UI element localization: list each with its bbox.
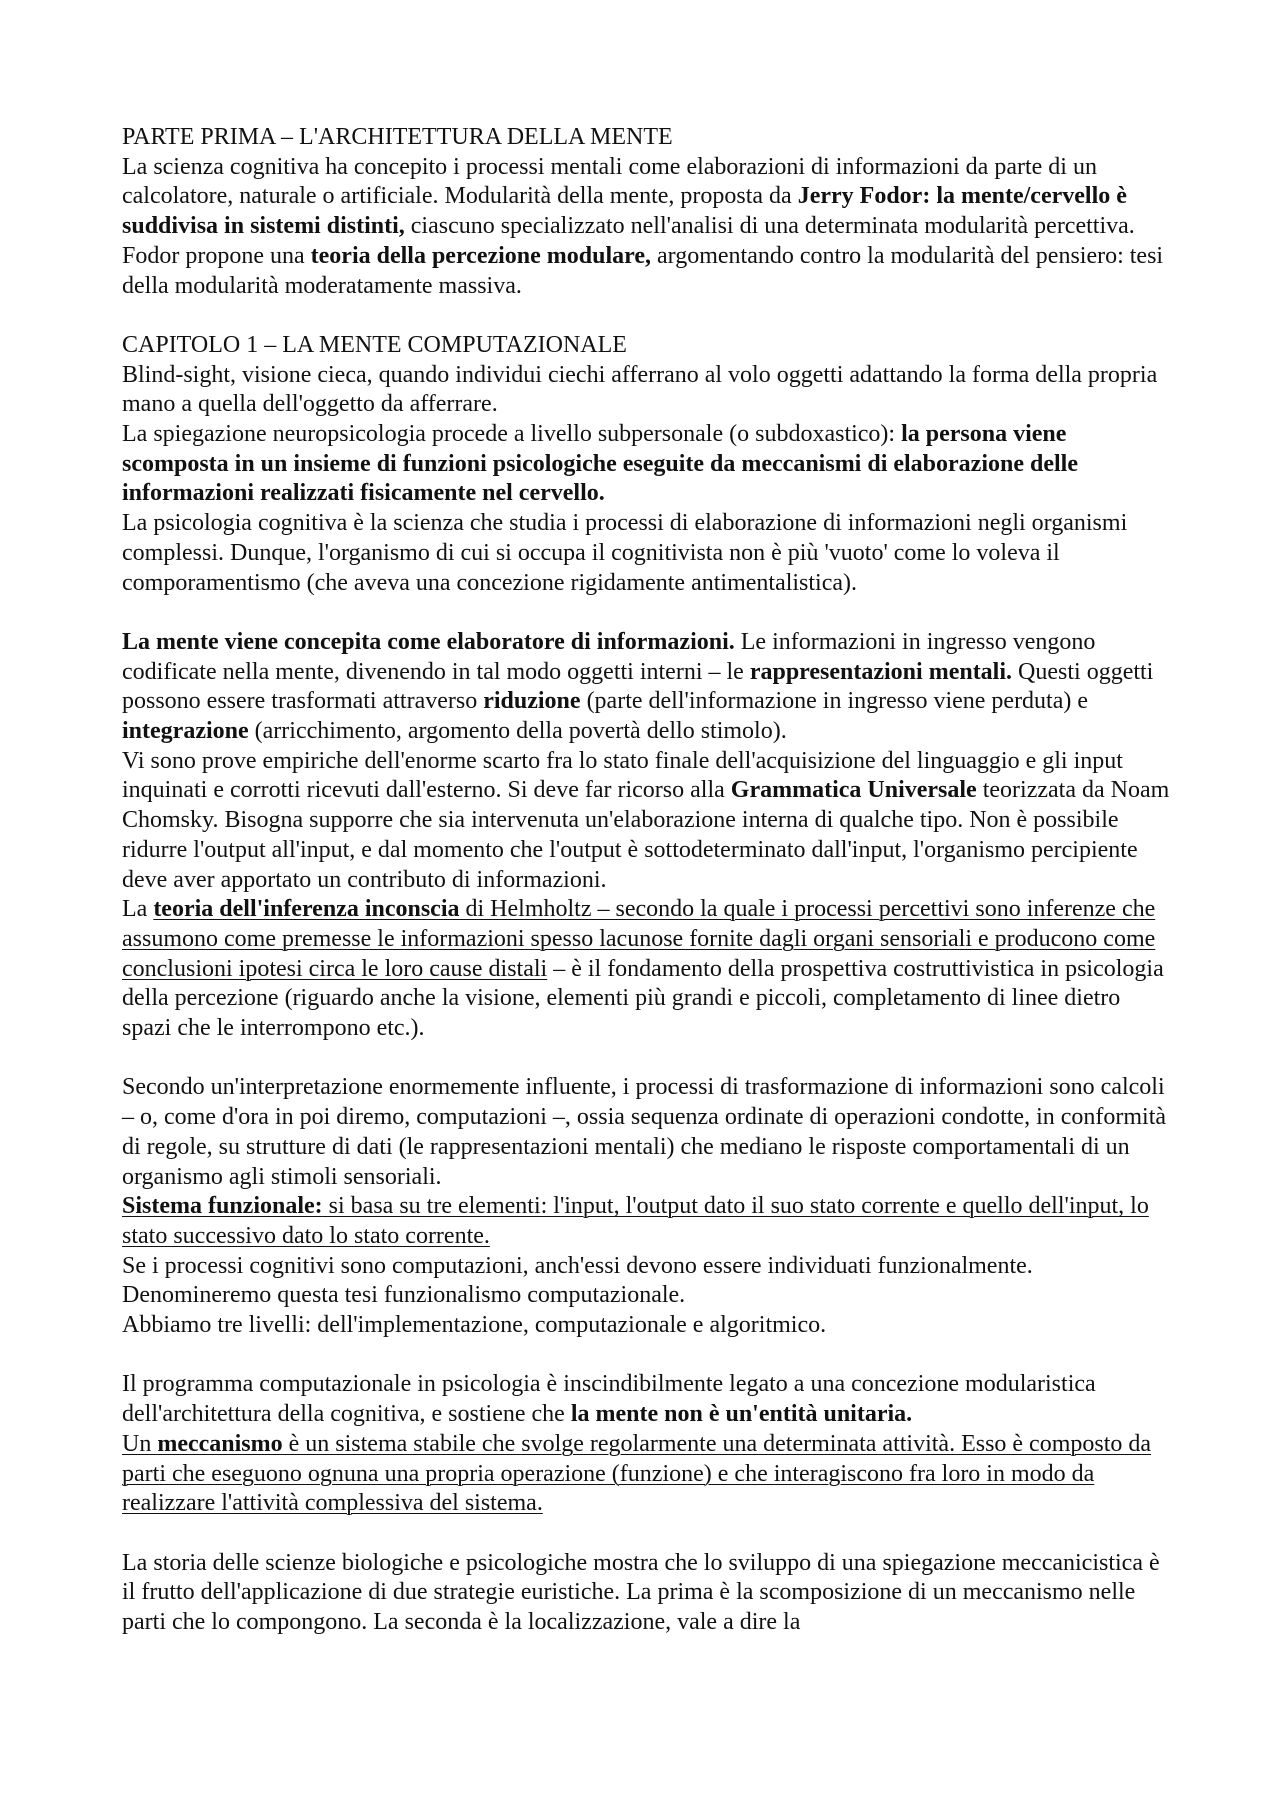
functionalism-line-2: Denomineremo questa tesi funzionalismo computazionale. bbox=[122, 1282, 686, 1309]
history-paragraph: La storia delle scienze biologiche e psicologiche mostra che lo sviluppo di una spiegazione meccanicistica è il frutto dell'applicazione di due strategie euristiche. La prima è la scomposizione di un meccanismo nelle parti che lo compongono. La seconda è la localizzazione, vale a dire la bbox=[122, 1549, 1160, 1636]
mind-text-3: (parte dell'informazione in ingresso viene perduta) e bbox=[580, 688, 1089, 715]
mechanism-bold-underlined: meccanismo bbox=[157, 1430, 283, 1457]
intro-text-2: ciascuno specializzato nell'analisi di una determinata modularità percettiva. Fodor propone una bbox=[122, 213, 1135, 269]
neuro-paragraph bbox=[122, 420, 1172, 509]
neuro-bold-1: la persona viene scomposta in un insieme di funzioni psicologiche eseguite da meccanismi di elaborazione delle informazioni realizzati fisicamente nel cervello. bbox=[122, 421, 1078, 507]
neuro-text-1: La spiegazione neuropsicologia procede a livello subpersonale (o subdoxastico): bbox=[122, 421, 902, 448]
intro-bold-2: teoria della percezione modulare, bbox=[310, 242, 652, 269]
mind-paragraph bbox=[122, 628, 1172, 747]
paragraph-gap bbox=[122, 598, 1172, 628]
mind-bold-4: integrazione bbox=[122, 718, 249, 745]
helmholtz-underlined: di Helmholtz – secondo la quale i processi percettivi sono inferenze che assumono come premesse le informazioni spesso lacunose fornite dagli organi sensoriali e producono come conclusioni ipotesi circa le loro cause distali bbox=[122, 896, 1156, 982]
chomsky-text-2: teorizzata da Noam Chomsky. Bisogna supporre che sia intervenuta un'elaborazione interna di qualche tipo. Non è possibile ridurre l'output all'input, e dal momento che l'output è sottodeterminato dall'input, l'organismo percipiente deve aver apportato un contributo di informazioni. bbox=[122, 777, 1170, 893]
cognitive-paragraph: La psicologia cognitiva è la scienza che studia i processi di elaborazione di informazioni negli organismi complessi. Dunque, l'organismo di cui si occupa il cognitivista non è più 'vuoto' come lo voleva il comporamentismo (che aveva una concezione rigidamente antimentalistica). bbox=[122, 510, 1128, 596]
intro-bold-1: Jerry Fodor: la mente/cervello è suddivisa in sistemi distinti, bbox=[122, 183, 1127, 240]
paragraph-gap bbox=[122, 1341, 1172, 1371]
part-heading: PARTE PRIMA – L'ARCHITETTURA DELLA MENTE bbox=[122, 124, 673, 150]
blindsight-paragraph: Blind-sight, visione cieca, quando individui ciechi afferrano al volo oggetti adattando la forma della propria mano a quella dell'oggetto da afferrare. bbox=[122, 361, 1158, 418]
helmholtz-text-1: La bbox=[122, 896, 154, 923]
system-underlined: si basa su tre elementi: l'input, l'output dato il suo stato corrente e quello dell'input, lo stato successivo dato lo stato corrente. bbox=[122, 1193, 1149, 1249]
mechanism-paragraph bbox=[122, 1430, 1172, 1519]
mind-text-1: Le informazioni in ingresso vengono codificate nella mente, divenendo in tal modo oggetti interni – le bbox=[122, 628, 1096, 685]
system-paragraph bbox=[122, 1192, 1172, 1251]
paragraph-gap bbox=[122, 301, 1172, 331]
paragraph-gap bbox=[122, 1044, 1172, 1074]
intro-text-3: argomentando contro la modularità del pensiero: tesi della modularità moderatamente massiva. bbox=[122, 242, 1164, 299]
mind-bold-3: riduzione bbox=[483, 688, 581, 715]
mind-text-2: Questi oggetti possono essere trasformati attraverso bbox=[122, 658, 1154, 715]
mechanism-underlined-2: è un sistema stabile che svolge regolarmente una determinata attività. Esso è composto da parti che eseguono ognuna una propria operazione (funzione) e che interagiscono fra loro in modo da realizzare l'attività complessiva del sistema. bbox=[122, 1430, 1152, 1517]
mind-bold-1: La mente viene concepita come elaboratore di informazioni. bbox=[122, 628, 735, 655]
program-text-1: Il programma computazionale in psicologia è inscindibilmente legato a una concezione modularistica dell'architettura della cognitiva, e sostiene che bbox=[122, 1371, 1096, 1428]
program-paragraph bbox=[122, 1370, 1172, 1429]
intro-paragraph bbox=[122, 153, 1172, 302]
helmholtz-bold-underlined: teoria dell'inferenza inconscia bbox=[153, 896, 460, 923]
chapter-heading: CAPITOLO 1 – LA MENTE COMPUTAZIONALE bbox=[122, 331, 627, 358]
levels-line: Abbiamo tre livelli: dell'implementazione, computazionale e algoritmico. bbox=[122, 1312, 827, 1339]
mind-text-4: (arricchimento, argomento della povertà dello stimolo). bbox=[248, 718, 787, 745]
helmholtz-paragraph bbox=[122, 895, 1172, 1044]
chomsky-paragraph bbox=[122, 747, 1172, 896]
chomsky-bold-1: Grammatica Universale bbox=[730, 777, 977, 804]
mechanism-underlined-1: Un bbox=[122, 1430, 158, 1457]
intro-text-1: La scienza cognitiva ha concepito i processi mentali come elaborazioni di informazioni da parte di un calcolatore, naturale o artificiale. Modularità della mente, proposta da bbox=[122, 153, 1097, 210]
document-page bbox=[122, 123, 1172, 1638]
mind-bold-2: rappresentazioni mentali. bbox=[749, 658, 1013, 685]
paragraph-gap bbox=[122, 1519, 1172, 1549]
chomsky-text-1: Vi sono prove empiriche dell'enorme scarto fra lo stato finale dell'acquisizione del linguaggio e gli input inquinati e corrotti ricevuti dall'esterno. Si deve far ricorso alla bbox=[122, 747, 1123, 804]
computation-paragraph: Secondo un'interpretazione enormemente influente, i processi di trasformazione di informazioni sono calcoli – o, come d'ora in poi diremo, computazioni –, ossia sequenza ordinate di operazioni condotte, in conformità di regole, su strutture di dati (le rappresentazioni mentali) che mediano le risposte comportamentali di un organismo agli stimoli sensoriali. bbox=[122, 1074, 1167, 1190]
system-bold-underlined: Sistema funzionale: bbox=[122, 1193, 323, 1220]
functionalism-line-1: Se i processi cognitivi sono computazioni, anch'essi devono essere individuati funzionalmente. bbox=[122, 1252, 1033, 1279]
helmholtz-text-2: – è il fondamento della prospettiva costruttivistica in psicologia della percezione (riguardo anche la visione, elementi più grandi e piccoli, completamento di linee dietro spazi che le interrompono etc.). bbox=[122, 955, 1164, 1042]
program-bold-1: la mente non è un'entità unitaria. bbox=[570, 1401, 913, 1428]
